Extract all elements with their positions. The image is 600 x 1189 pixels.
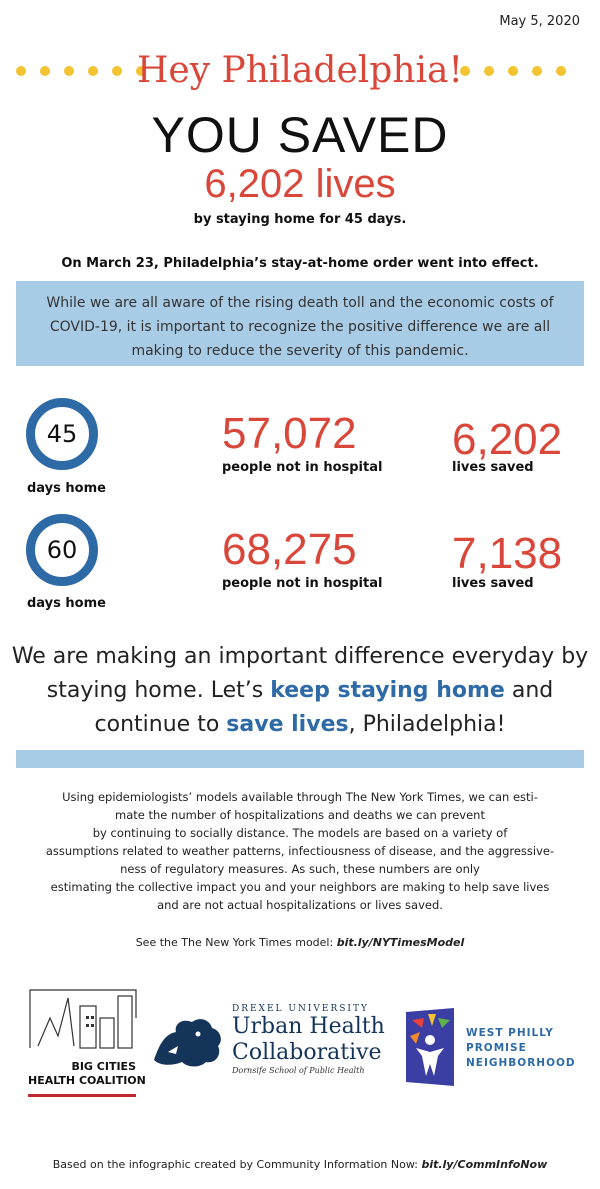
methodology-line: assumptions related to weather patterns, infectiousness of disease, and the aggressive-: [45, 844, 555, 858]
west-philly-promise-icon: [402, 1006, 458, 1088]
uhc-school: Dornsife School of Public Health: [232, 1066, 365, 1075]
wp-line: WEST PHILLY: [466, 1027, 554, 1039]
hospital-label: people not in hospital: [222, 576, 383, 591]
drexel-dragon-icon: [148, 1012, 228, 1072]
lives-value: 6,202: [452, 415, 563, 464]
date: May 5, 2020: [499, 14, 580, 29]
methodology-line: estimating the collective impact you and your neighbors are making to help save lives: [50, 880, 550, 894]
hospital-value: 68,275: [222, 525, 357, 574]
days-label: days home: [27, 481, 106, 496]
west-philly-promise-text: [466, 1026, 576, 1071]
headline: YOU SAVED: [151, 107, 449, 163]
methodology-line: ness of regulatory measures. As such, these numbers are only: [120, 862, 480, 876]
hospital-value: 57,072: [222, 409, 357, 458]
hospital-label: people not in hospital: [222, 460, 383, 475]
methodology-line: by continuing to socially distance. The models are based on a variety of: [92, 826, 508, 840]
days-value: 60: [46, 536, 78, 564]
methodology: [28, 788, 572, 914]
lives-label: lives saved: [452, 460, 534, 475]
days-label: days home: [27, 596, 106, 611]
credit-text: Based on the infographic created by Community Information Now:: [52, 1158, 422, 1171]
days-value: 45: [46, 420, 78, 448]
wp-line: NEIGHBORHOOD: [466, 1057, 576, 1069]
methodology-line: Using epidemiologists’ models available through The New York Times, we can esti-: [62, 790, 538, 804]
quote-highlight-save-lives: save lives: [226, 712, 349, 737]
order-text: On March 23, Philadelphia’s stay-at-home order went into effect.: [61, 256, 539, 271]
model-link[interactable]: bit.ly/NYTimesModel: [336, 936, 465, 949]
days-ring-60: [26, 514, 98, 586]
quote-text: We are making an important difference everyday by staying home. Let’s: [11, 644, 589, 703]
intro-box: [16, 281, 584, 366]
bchc-underline: [28, 1094, 136, 1097]
methodology-line: mate the number of hospitalizations and deaths we can prevent: [115, 808, 485, 822]
intro-text: While we are all aware of the rising death toll and the economic costs of COVID-19, it is important to recognize the positive difference we are all making to reduce the severity of this pandemic.: [46, 295, 554, 359]
drexel-uhc-logo: [232, 1004, 385, 1075]
days-ring-45: [26, 398, 98, 470]
bchc-logo-text: [28, 1060, 146, 1088]
lives-value: 7,138: [452, 529, 563, 578]
model-reference: [0, 936, 600, 949]
methodology-line: and are not actual hospitalizations or lives saved.: [157, 898, 443, 912]
greeting: Hey Philadelphia!: [137, 50, 463, 91]
bchc-line: HEALTH COALITION: [28, 1074, 146, 1087]
lives-saved-headline: 6,202 lives: [204, 162, 396, 206]
model-ref-text: See the The New York Times model:: [135, 936, 337, 949]
credit-line: [0, 1158, 600, 1171]
credit-link[interactable]: bit.ly/CommInfoNow: [421, 1158, 548, 1171]
quote-text: , Philadelphia!: [348, 712, 506, 737]
wp-line: PROMISE: [466, 1042, 527, 1054]
uhc-title-line: Urban Health: [232, 1014, 385, 1039]
call-to-action: [0, 640, 600, 742]
subline: by staying home for 45 days.: [193, 212, 407, 227]
bchc-line: BIG CITIES: [71, 1060, 136, 1073]
quote-highlight-stay-home: keep staying home: [270, 678, 505, 703]
quote-text: and continue to: [94, 678, 554, 737]
uhc-title-line: Collaborative: [232, 1040, 382, 1065]
uhc-university: DREXEL UNIVERSITY: [232, 1004, 369, 1014]
divider-bar: [16, 750, 584, 768]
lives-label: lives saved: [452, 576, 534, 591]
